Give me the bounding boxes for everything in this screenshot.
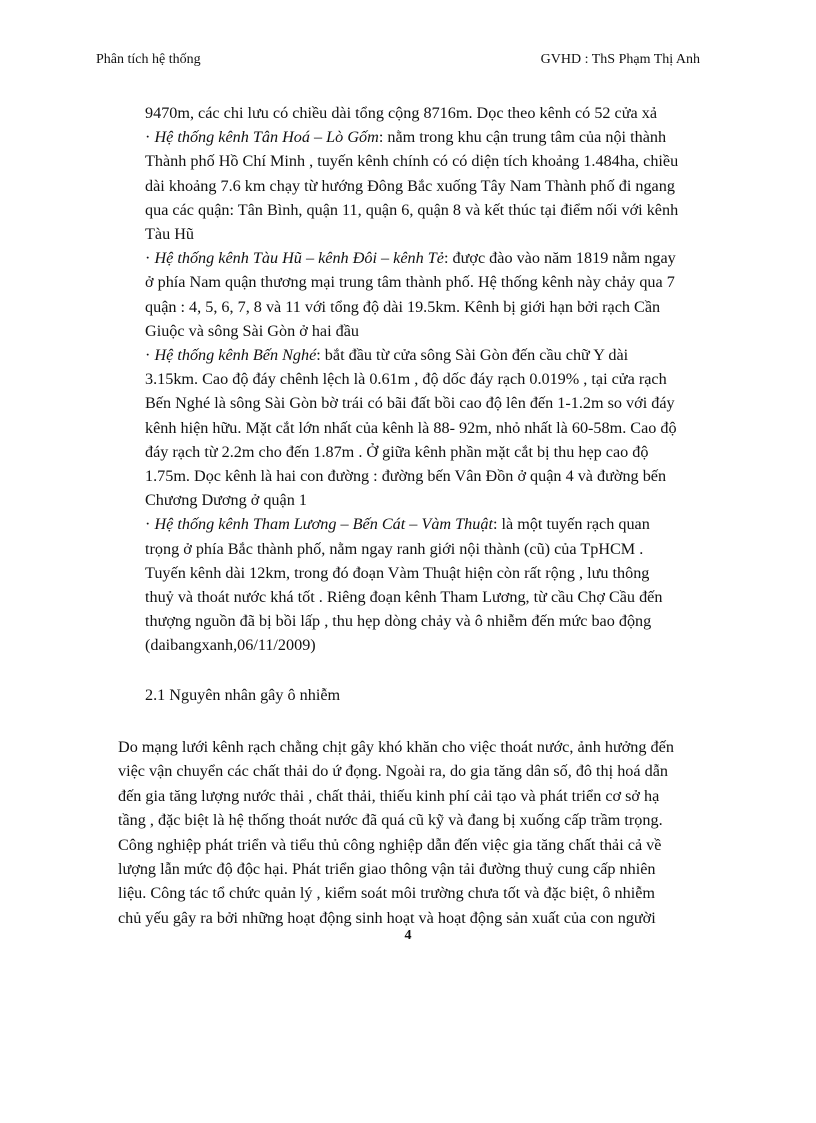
header-right: GVHD : ThS Phạm Thị Anh xyxy=(540,52,700,67)
item-text: : được đào vào năm 1819 nằm ngay xyxy=(443,249,676,268)
item-title: Hệ thống kênh Bến Nghé xyxy=(154,346,317,365)
list-item-tham-luong xyxy=(145,512,725,657)
list-item-tau-hu xyxy=(145,246,725,343)
paragraph-line: liệu. Công tác tổ chức quản lý , kiểm soát môi trường chưa tốt và đặc biệt, ô nhiễm xyxy=(118,884,656,903)
item-text: Tàu Hũ xyxy=(145,225,194,244)
item-text: : bắt đầu từ cửa sông Sài Gòn đến cầu chữ Y dài xyxy=(316,346,629,365)
paragraph-line: Công nghiệp phát triển và tiểu thủ công nghiệp dẫn đến việc gia tăng chất thải cả về xyxy=(118,835,662,854)
paragraph-line: chủ yếu gây ra bởi những hoạt động sinh hoạt và hoạt động sản xuất của con người xyxy=(118,908,656,927)
item-title: Hệ thống kênh Tàu Hũ – kênh Đôi – kênh Tẻ xyxy=(154,249,444,268)
item-title: Hệ thống kênh Tân Hoá – Lò Gốm xyxy=(154,128,379,147)
paragraph-line: việc vận chuyển các chất thải do ứ đọng. Ngoài ra, do gia tăng dân số, đô thị hoá dẫn xyxy=(118,762,668,781)
item-text: : là một tuyến rạch quan xyxy=(492,515,650,534)
item-text: Thành phố Hồ Chí Minh , tuyến kênh chính có có diện tích khoảng 1.484ha, chiều xyxy=(145,152,679,171)
paragraph-line: tầng , đặc biệt là hệ thống thoát nước đã quá cũ kỹ và đang bị xuống cấp trầm trọng. xyxy=(118,811,663,830)
item-text: Giuộc và sông Sài Gòn ở hai đầu xyxy=(145,321,360,340)
item-text: thuỷ và thoát nước khá tốt . Riêng đoạn kênh Tham Lương, từ cầu Chợ Cầu đến xyxy=(145,588,663,607)
item-text: Tuyến kênh dài 12km, trong đó đoạn Vàm Thuật hiện còn rất rộng , lưu thông xyxy=(145,563,650,582)
bullet: · xyxy=(145,249,151,268)
item-text: (daibangxanh,06/11/2009) xyxy=(145,636,316,655)
item-text: kênh hiện hữu. Mặt cắt lớn nhất của kênh là 88- 92m, nhỏ nhất là 60-58m. Cao độ xyxy=(145,418,677,437)
bullet: · xyxy=(145,128,151,147)
item-text: trọng ở phía Bắc thành phố, nằm ngay ranh giới nội thành (cũ) của TpHCM . xyxy=(145,539,644,558)
item-text: qua các quận: Tân Bình, quận 11, quận 6, quận 8 và kết thúc tại điểm nối với kênh xyxy=(145,200,679,219)
item-text: đáy rạch từ 2.2m cho đến 1.87m . Ở giữa kênh phần mặt cắt bị thu hẹp cao độ xyxy=(145,442,649,461)
item-text: dài khoảng 7.6 km chạy từ hướng Đông Bắc xuống Tây Nam Thành phố đi ngang xyxy=(145,176,675,195)
page-number: 4 xyxy=(404,928,412,943)
item-text: Bến Nghé là sông Sài Gòn bờ trái có bãi đất bồi cao độ lên đến 1-1.2m so với đáy xyxy=(145,394,675,413)
item-text: 1.75m. Dọc kênh là hai con đường : đường bến Vân Đồn ở quận 4 và đường bến xyxy=(145,467,667,486)
continuation-line: 9470m, các chi lưu có chiều dài tổng cộng 8716m. Dọc theo kênh có 52 cửa xả xyxy=(145,104,658,122)
paragraph-line: Do mạng lưới kênh rạch chằng chịt gây khó khăn cho việc thoát nước, ảnh hưởng đến xyxy=(118,738,674,756)
item-text: ở phía Nam quận thương mại trung tâm thành phố. Hệ thống kênh này chảy qua 7 xyxy=(145,273,675,292)
bullet: · xyxy=(145,515,151,534)
body-paragraph xyxy=(118,735,718,930)
item-title: Hệ thống kênh Tham Lương – Bến Cát – Vàm Thuật xyxy=(154,515,493,534)
list-item-ben-nghe xyxy=(145,343,725,512)
paragraph-line: đến gia tăng lượng nước thải , chất thải, thiếu kinh phí cải tạo và phát triển cơ sở hạ xyxy=(118,786,660,805)
item-text: Chương Dương ở quận 1 xyxy=(145,491,307,510)
item-text: 3.15km. Cao độ đáy chênh lệch là 0.61m , độ dốc đáy rạch 0.019% , tại cửa rạch xyxy=(145,370,667,389)
top-text-block xyxy=(145,101,725,658)
item-text: thượng nguồn đã bị bồi lấp , thu hẹp dòng chảy và ô nhiễm đến mức bao động xyxy=(145,612,652,631)
paragraph-line: lượng lẫn mức độ độc hại. Phát triển giao thông vận tải đường thuỷ cung cấp nhiên xyxy=(118,860,656,879)
header-left: Phân tích hệ thống xyxy=(96,52,201,67)
bullet: · xyxy=(145,346,151,365)
list-item-tan-hoa xyxy=(145,125,725,246)
item-text: quận : 4, 5, 6, 7, 8 và 11 với tổng độ dài 19.5km. Kênh bị giới hạn bởi rạch Cần xyxy=(145,297,661,316)
section-heading: 2.1 Nguyên nhân gây ô nhiễm xyxy=(145,686,341,704)
item-text: : nằm trong khu cận trung tâm của nội thành xyxy=(378,128,667,147)
